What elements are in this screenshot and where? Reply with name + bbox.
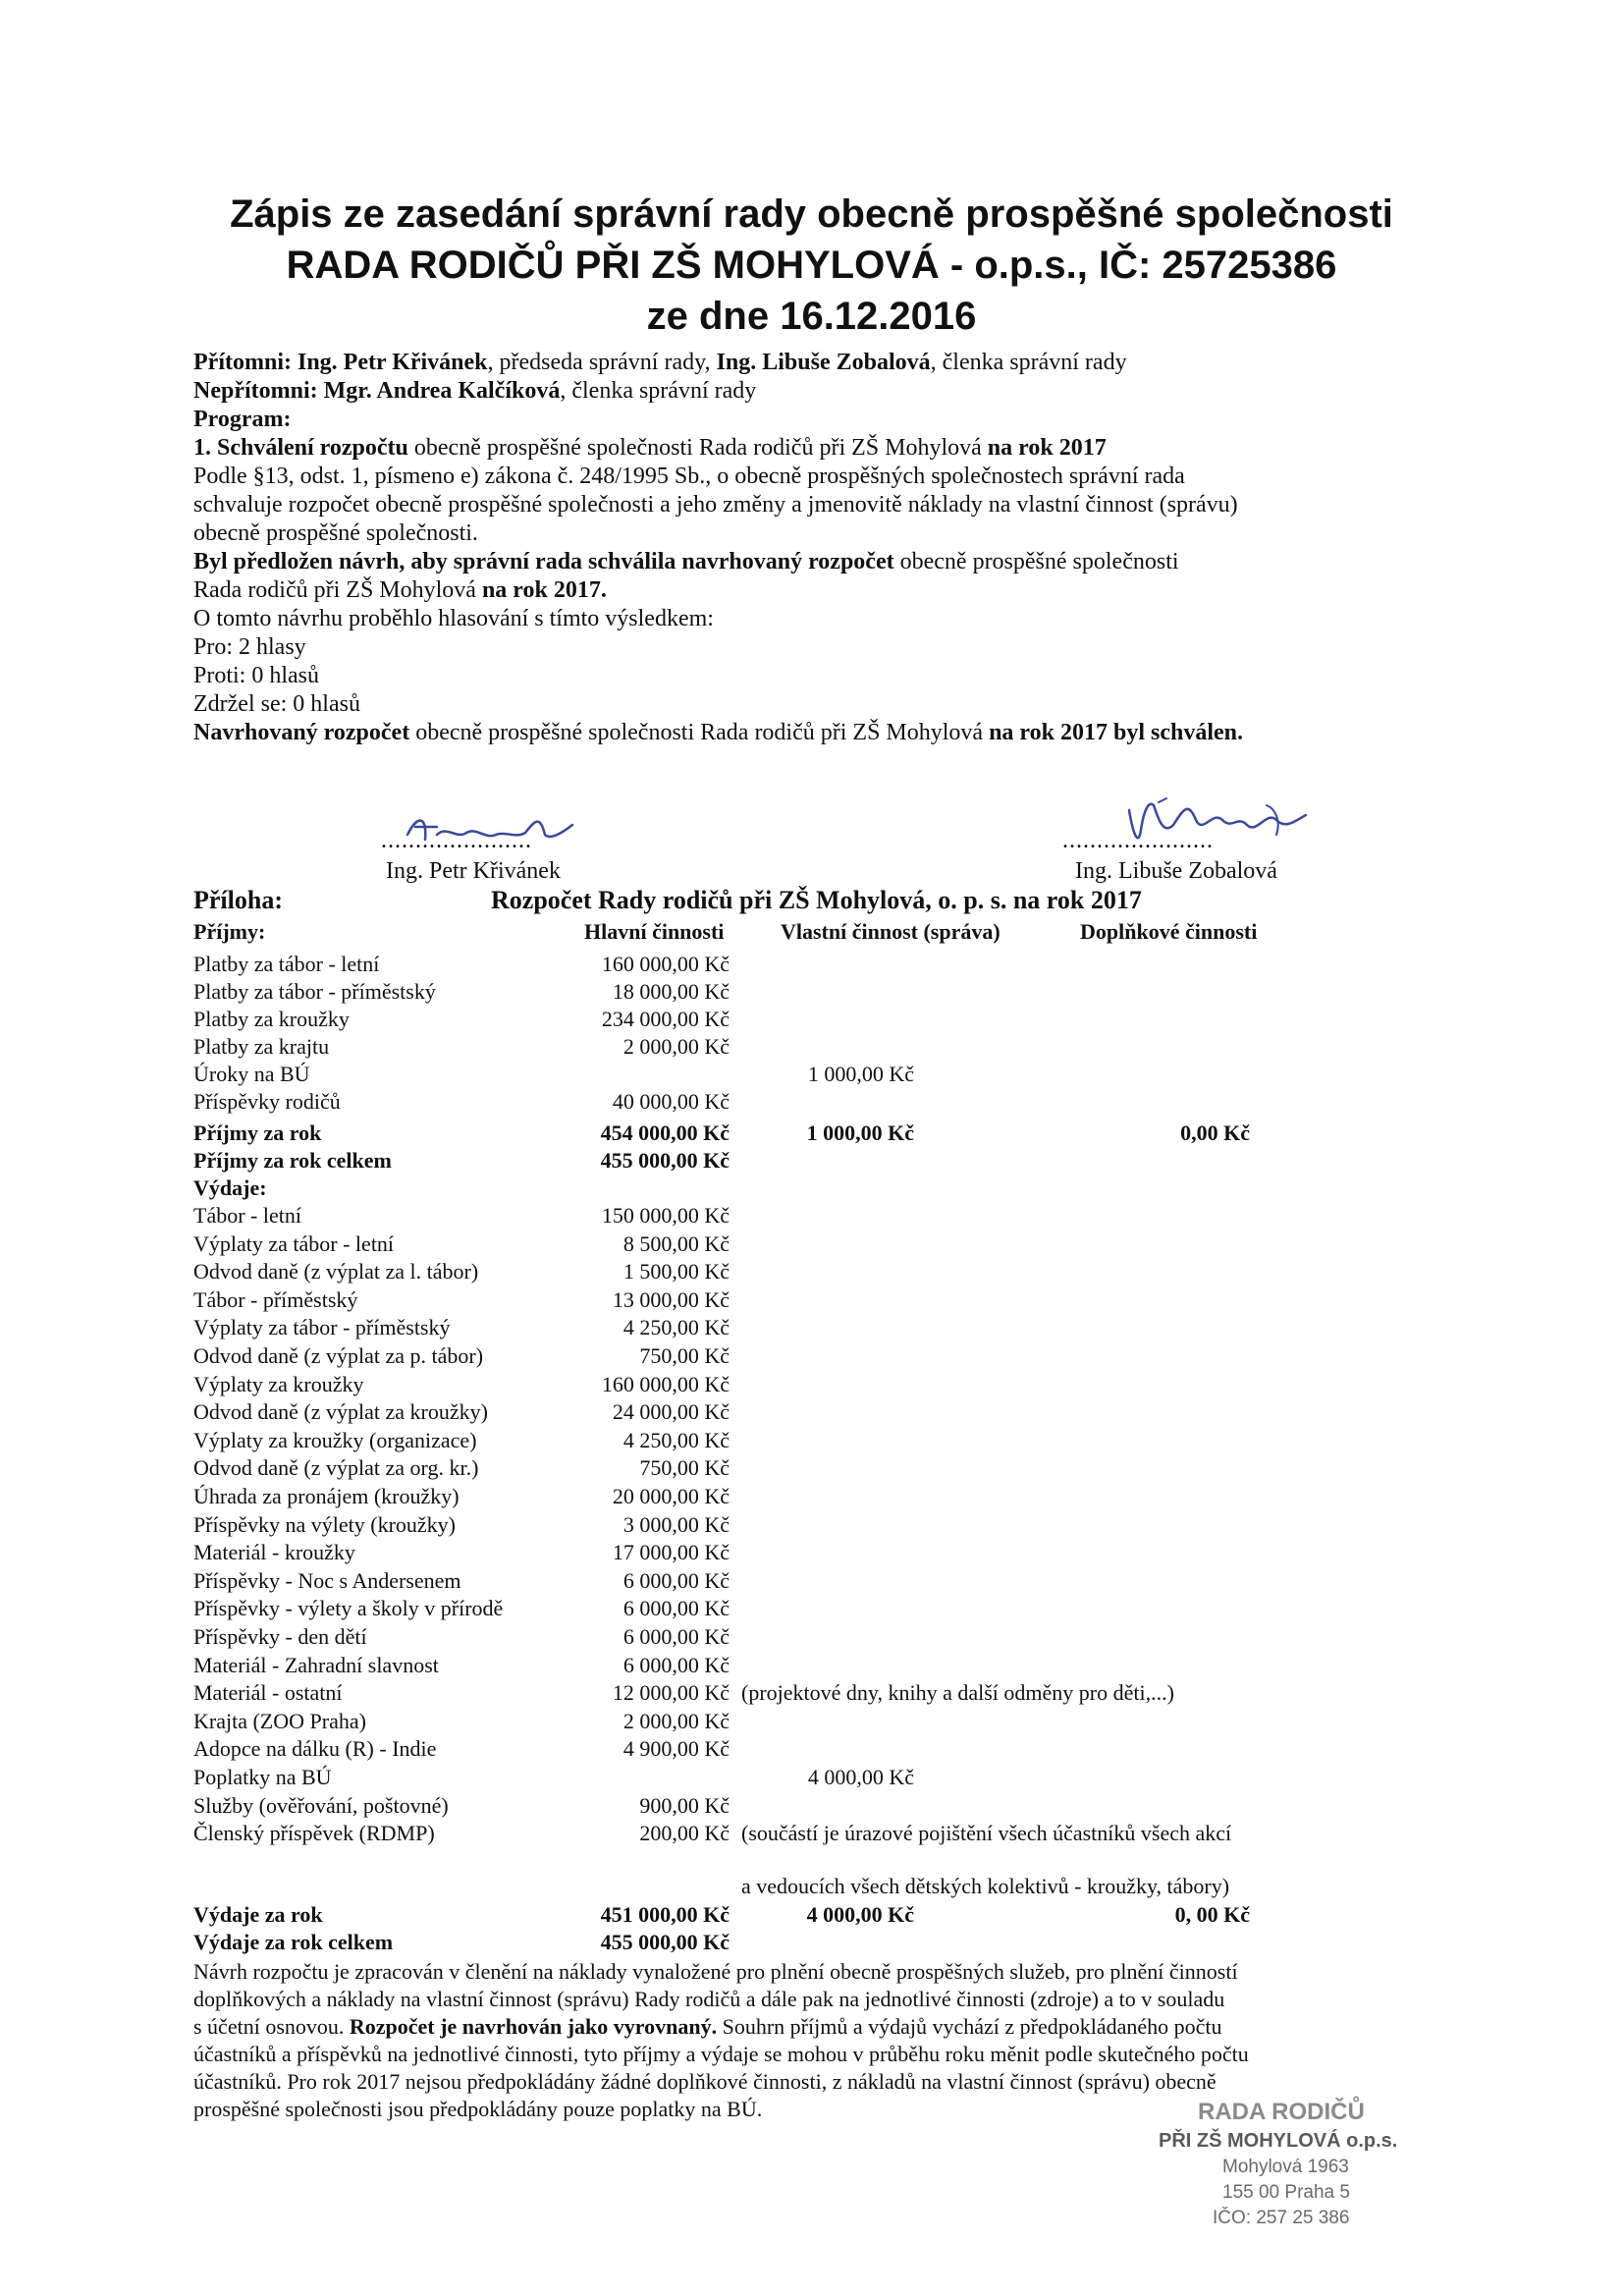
income-row (0, 1088, 1623, 1116)
income-main-amount: 40 000,00 Kč (612, 1089, 730, 1114)
income-label: Platby za tábor - příměstský (193, 979, 436, 1004)
document-title-line-1: Zápis ze zasedání správní rady obecně prospěšné společnosti (230, 192, 1393, 236)
expense-main-amount: 200,00 Kč (639, 1821, 730, 1846)
expense-main-amount: 13 000,00 Kč (612, 1286, 730, 1312)
expense-row (0, 1539, 1623, 1566)
income-label: Platby za kroužky (193, 1007, 350, 1031)
expense-main-amount: 6 000,00 Kč (622, 1652, 730, 1677)
expense-label: Příspěvky - den dětí (193, 1624, 367, 1649)
expense-label: Poplatky na BÚ (193, 1765, 332, 1789)
closing-line-3: s účetní osnovou. Rozpočet je navrhován jako vyrovnaný. Souhrn příjmů a výdajů vychází z předpokládaného počtu (193, 2014, 1222, 2039)
expense-row (0, 1708, 1623, 1735)
income-total-row: Příjmy za rok celkem 455 000,00 Kč (193, 1148, 730, 1173)
expense-label: Členský příspěvek (RDMP) (193, 1821, 435, 1846)
closing-line-4: účastníků a příspěvků na jednotlivé činnosti, tyto příjmy a výdaje se mohou v průběhu roku měnit podle skutečného počtu (193, 2042, 1249, 2066)
expense-row (0, 1427, 1623, 1454)
expense-main-amount: 3 000,00 Kč (622, 1511, 730, 1537)
expense-note: (součástí je úrazové pojištění všech účastníků všech akcí (741, 1821, 1232, 1846)
col-header-extra: Doplňkové činnosti (1080, 919, 1258, 944)
vote-for: Pro: 2 hlasy (193, 634, 306, 660)
income-label: Platby za krajtu (193, 1034, 330, 1059)
signatory-left-name: Ing. Petr Křivánek (386, 858, 561, 884)
document-title-line-2: RADA RODIČŮ PŘI ZŠ MOHYLOVÁ - o.p.s., IČ: 25725386 (286, 244, 1337, 287)
present-member-2-role: , členka správní rady (930, 350, 1127, 375)
expense-row (0, 1286, 1623, 1314)
absent-label: Nepřítomni: (193, 378, 318, 404)
present-member-1-role: , předseda správní rady, (487, 350, 717, 375)
income-own-amount: 1 000,00 Kč (807, 1062, 914, 1086)
expense-row (0, 1511, 1623, 1539)
organization-stamp (1159, 2092, 1483, 2239)
program-label: Program: (193, 407, 292, 432)
expense-label: Výplaty za tábor - příměstský (193, 1315, 451, 1340)
stamp-line-3: Mohylová 1963 (1222, 2157, 1349, 2177)
expense-row (0, 1454, 1623, 1482)
expense-label: Materiál - ostatní (193, 1680, 343, 1706)
expense-row (0, 1202, 1623, 1230)
expense-row (0, 1230, 1623, 1258)
present-member-1: Ing. Petr Křivánek (297, 350, 488, 375)
vote-against: Proti: 0 hlasů (193, 663, 320, 688)
proposal-line-1: Byl předložen návrh, aby správní rada schválila navrhovaný rozpočet obecně prospěšné společnosti (193, 549, 1179, 574)
expense-main-amount: 24 000,00 Kč (612, 1399, 730, 1425)
income-header: Příjmy: (193, 919, 266, 944)
attachment-label: Příloha: (193, 886, 283, 914)
income-row (0, 1033, 1623, 1061)
expense-label: Příspěvky na výlety (kroužky) (193, 1511, 456, 1537)
expense-main-amount: 750,00 Kč (639, 1343, 730, 1368)
expense-row (0, 1314, 1623, 1341)
expense-row (0, 1342, 1623, 1370)
expense-label: Tábor - letní (193, 1203, 301, 1228)
expense-row (0, 1652, 1623, 1679)
expense-label: Odvod daně (z výplat za kroužky) (193, 1399, 488, 1425)
expense-label: Odvod daně (z výplat za l. tábor) (193, 1259, 479, 1285)
income-row (0, 978, 1623, 1006)
expense-main-amount: 20 000,00 Kč (612, 1484, 730, 1508)
expense-main-amount: 150 000,00 Kč (601, 1203, 730, 1228)
expense-row (0, 1820, 1623, 1847)
stamp-line-5: IČO: 257 25 386 (1213, 2208, 1350, 2228)
expense-row (0, 1371, 1623, 1398)
budget-title: Rozpočet Rady rodičů při ZŠ Mohylová, o. p. s. na rok 2017 (491, 886, 1142, 914)
income-year-row: Příjmy za rok 454 000,00 Kč 1 000,00 Kč 0,00 Kč (193, 1121, 1250, 1145)
col-header-own: Vlastní činnost (správa) (781, 919, 1001, 944)
expense-main-amount: 17 000,00 Kč (612, 1540, 730, 1565)
expense-main-amount: 900,00 Kč (639, 1792, 730, 1818)
expense-total-row: Výdaje za rok celkem 455 000,00 Kč (193, 1930, 730, 1954)
expense-label: Odvod daně (z výplat za org. kr.) (193, 1455, 479, 1481)
expense-main-amount: 2 000,00 Kč (622, 1708, 730, 1733)
expense-main-amount: 4 250,00 Kč (622, 1315, 730, 1340)
expense-label: Krajta (ZOO Praha) (193, 1708, 366, 1733)
stamp-line-1: RADA RODIČŮ (1198, 2099, 1365, 2125)
absent-member-1-role: , členka správní rady (560, 378, 757, 404)
expense-row (0, 1792, 1623, 1820)
col-header-main: Hlavní činnosti (584, 919, 725, 944)
stamp-line-2: PŘI ZŠ MOHYLOVÁ o.p.s. (1159, 2130, 1398, 2152)
expense-label: Služby (ověřování, poštovné) (193, 1792, 449, 1818)
absent-line (193, 377, 756, 406)
income-row (0, 1006, 1623, 1033)
expense-row (0, 1764, 1623, 1791)
expense-row (0, 1623, 1623, 1651)
expense-main-amount: 6 000,00 Kč (622, 1624, 730, 1649)
expense-main-amount: 12 000,00 Kč (612, 1680, 730, 1706)
law-text-1: Podle §13, odst. 1, písmeno e) zákona č. 248/1995 Sb., o obecně prospěšných společnostech správní rada (193, 464, 1185, 489)
expense-main-amount: 1 500,00 Kč (622, 1259, 730, 1285)
signatory-right-name: Ing. Libuše Zobalová (1075, 858, 1277, 884)
expense-row (0, 1483, 1623, 1510)
expense-main-amount: 4 250,00 Kč (622, 1427, 730, 1452)
income-label: Platby za tábor - letní (193, 952, 380, 976)
closing-line-6: prospěšné společnosti jsou předpokládány pouze poplatky na BÚ. (193, 2097, 763, 2121)
expense-main-amount: 750,00 Kč (639, 1455, 730, 1481)
present-line (193, 349, 1127, 377)
expenses-header: Výdaje: (193, 1175, 267, 1200)
vote-result: Navrhovaný rozpočet obecně prospěšné společnosti Rada rodičů při ZŠ Mohylová na rok 2017 byl schválen. (193, 720, 1244, 745)
income-label: Příspěvky rodičů (193, 1089, 341, 1114)
expense-row (0, 1567, 1623, 1595)
absent-member-1: Mgr. Andrea Kalčíková (323, 378, 561, 404)
expense-label: Výplaty za kroužky (organizace) (193, 1427, 477, 1452)
expense-label: Výplaty za kroužky (193, 1371, 364, 1396)
program-item-1: 1. Schválení rozpočtu obecně prospěšné společnosti Rada rodičů při ZŠ Mohylová na rok 2017 (193, 435, 1107, 461)
membership-note-line-2: a vedoucích všech dětských kolektivů - kroužky, tábory) (741, 1874, 1230, 1898)
closing-line-5: účastníků. Pro rok 2017 nejsou předpokládány žádné doplňkové činnosti, z nákladů na vlastní činnost (správu) obecně (193, 2069, 1217, 2094)
expense-label: Materiál - kroužky (193, 1540, 355, 1565)
income-main-amount: 18 000,00 Kč (612, 979, 730, 1004)
expense-row (0, 1679, 1623, 1707)
stamp-line-4: 155 00 Praha 5 (1222, 2182, 1350, 2203)
income-main-amount: 234 000,00 Kč (601, 1007, 730, 1031)
closing-line-1: Návrh rozpočtu je zpracován v členění na náklady vynaložené pro plnění obecně prospěšných služeb, pro plnění činností (193, 1959, 1238, 1984)
income-main-amount: 160 000,00 Kč (601, 952, 730, 976)
present-label: Přítomni: (193, 350, 292, 375)
expense-label: Tábor - příměstský (193, 1286, 358, 1312)
present-member-2: Ing. Libuše Zobalová (716, 350, 931, 375)
law-text-3: obecně prospěšné společnosti. (193, 520, 478, 546)
income-row (0, 1061, 1623, 1088)
vote-abstain: Zdržel se: 0 hlasů (193, 691, 360, 717)
expense-main-amount: 8 500,00 Kč (622, 1230, 730, 1256)
expense-label: Odvod daně (z výplat za p. tábor) (193, 1343, 484, 1368)
expense-row (0, 1258, 1623, 1285)
expense-row (0, 1398, 1623, 1426)
expense-note: (projektové dny, knihy a další odměny pro děti,...) (741, 1680, 1174, 1706)
vote-intro: O tomto návrhu proběhlo hlasování s tímto výsledkem: (193, 606, 714, 631)
expense-label: Příspěvky - výlety a školy v přírodě (193, 1596, 504, 1621)
law-text-2: schvaluje rozpočet obecně prospěšné společnosti a jeho změny a jmenovitě náklady na vlastní činnost (správu) (193, 492, 1238, 518)
expense-row (0, 1735, 1623, 1763)
expense-main-amount: 160 000,00 Kč (601, 1371, 730, 1396)
proposal-line-2: Rada rodičů při ZŠ Mohylová na rok 2017. (193, 577, 607, 603)
expense-label: Příspěvky - Noc s Andersenem (193, 1567, 461, 1593)
expense-label: Adopce na dálku (R) - Indie (193, 1736, 437, 1762)
expense-main-amount: 6 000,00 Kč (622, 1596, 730, 1621)
expense-year-row: Výdaje za rok 451 000,00 Kč 4 000,00 Kč 0, 00 Kč (193, 1902, 1250, 1927)
closing-line-2: doplňkových a náklady na vlastní činnost (správu) Rady rodičů a dále pak na jednotlivé činnosti (zdroje) a to v souladu (193, 1987, 1225, 2011)
expense-own-amount: 4 000,00 Kč (807, 1765, 914, 1789)
expense-main-amount: 4 900,00 Kč (622, 1736, 730, 1762)
expense-row (0, 1595, 1623, 1622)
expense-label: Úhrada za pronájem (kroužky) (193, 1484, 460, 1508)
income-label: Úroky na BÚ (193, 1062, 310, 1086)
expense-main-amount: 6 000,00 Kč (622, 1567, 730, 1593)
signature-line-left: ...................... (381, 828, 532, 853)
expense-label: Materiál - Zahradní slavnost (193, 1652, 439, 1677)
document-title-date: ze dne 16.12.2016 (646, 295, 977, 338)
expense-label: Výplaty za tábor - letní (193, 1230, 395, 1256)
signature-line-right: ...................... (1062, 828, 1214, 853)
income-row (0, 951, 1623, 978)
income-main-amount: 2 000,00 Kč (622, 1034, 730, 1059)
